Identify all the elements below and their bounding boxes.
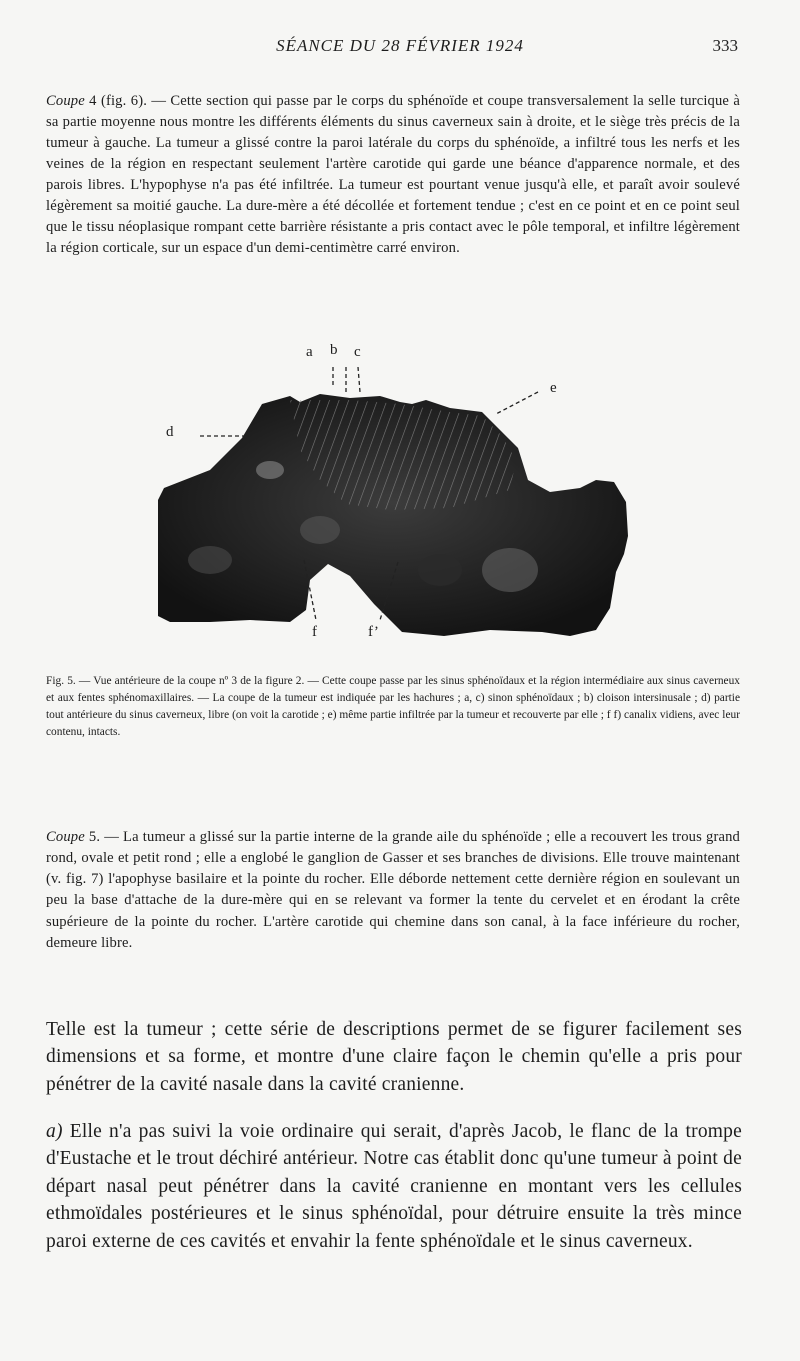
paragraph-point-a [46, 1118, 742, 1256]
page-header [0, 34, 800, 64]
figure-label-d: d [166, 424, 174, 440]
specimen-photograph [150, 340, 640, 650]
paragraph-lead: Coupe [46, 92, 85, 109]
running-title: SÉANCE DU 28 FÉVRIER 1924 [276, 36, 524, 55]
caption-text: — Vue antérieure de la coupe nº 3 de la figure 2. — Cette coupe passe par les sinus sphénoïdaux et la région intermédiaire aux sinus caverneux et aux fentes sphénomaxillaires. — La coupe de la tumeur est indiquée par les hachures ; a, c) sinon sphénoïdaux ; b) cloison intersinusale ; d) partie tout antérieure du sinus caverneux, libre (on voit la carotide ; e) même partie infiltrée par la tumeur et recouverte par elle ; f f) canalix vidiens, avec leur contenu, intacts. [46, 675, 740, 739]
figure-5 [150, 340, 640, 650]
page-number: 333 [712, 36, 738, 55]
figure-label-f: f [312, 624, 317, 640]
figure-label-a: a [306, 344, 313, 360]
paragraph-telle [46, 1016, 742, 1099]
paragraph-text: 4 (fig. 6). — Cette section qui passe par le corps du sphénoïde et coupe transversalement la selle turcique à sa partie moyenne nous montre les différents éléments du sinus caverneux sain à droite, et le siège très précis de la tumeur à gauche. La tumeur a glissé contre la paroi latérale du corps du sphénoïde, a infiltré tous les nerfs et les veines de la région en respectant seulement l'artère carotide qui garde une béance d'apparence normale, et des parois libres. L'hypophyse n'a pas été infiltrée. La tumeur est pourtant venue jusqu'à elle, et paraît avoir soulevé légèrement sa moitié gauche. La dure-mère a été décollée et fortement tendue ; c'est en ce point et en ce point seul que le tissu néoplasique rompant cette barrière résistante a pris contact avec le pôle temporal, et infiltre légèrement la région corticale, sur un espace d'un demi-centimètre carré environ. [46, 92, 740, 256]
figure-label-f-prime: f’ [368, 624, 379, 640]
paragraph-coupe-4 [46, 91, 740, 259]
paragraph-text: Telle est la tumeur ; cette série de descriptions permet de se figurer facilement ses dimensions et sa forme, et montre d'une claire façon le chemin qu'elle a pris pour pénétrer de la cavité nasale dans la cavité cranienne. [46, 1018, 742, 1095]
figure-label-c: c [354, 344, 361, 360]
figure-label-b: b [330, 342, 338, 358]
paragraph-text: Elle n'a pas suivi la voie ordinaire qui serait, d'après Jacob, le flanc de la trompe d'Eustache et le trout déchiré antérieur. Notre cas établit donc qu'une tumeur à point de départ nasal peut pénétrer dans la cavité cranienne en montant vers les cellules ethmoïdales postérieures et le sinus sphénoïdal, pour détruire ensuite la très mince paroi externe de ces cavités et envahir la fente sphénoïdale et le sinus caverneux. [46, 1120, 742, 1252]
figure-label-e: e [550, 380, 557, 396]
paragraph-lead: Coupe [46, 828, 85, 845]
figure-caption [46, 673, 740, 741]
paragraph-lead: a) [46, 1120, 63, 1142]
paragraph-text: 5. — La tumeur a glissé sur la partie interne de la grande aile du sphénoïde ; elle a recouvert les trous grand rond, ovale et petit rond ; elle a englobé le ganglion de Gasser et ses branches de divisions. Elle trouve maintenant (v. fig. 7) l'apophyse basilaire et la pointe du rocher. Elle déborde nettement cette dernière région en soulevant un peu la base d'attache de la dure-mère qui en se relevant va former la tente du cervelet et en érodant la crête supérieure de la pointe du rocher. L'artère carotide qui chemine dans son canal, à la face inférieure du rocher, demeure libre. [46, 828, 740, 952]
paragraph-coupe-5 [46, 827, 740, 955]
caption-number: Fig. 5. [46, 675, 76, 688]
